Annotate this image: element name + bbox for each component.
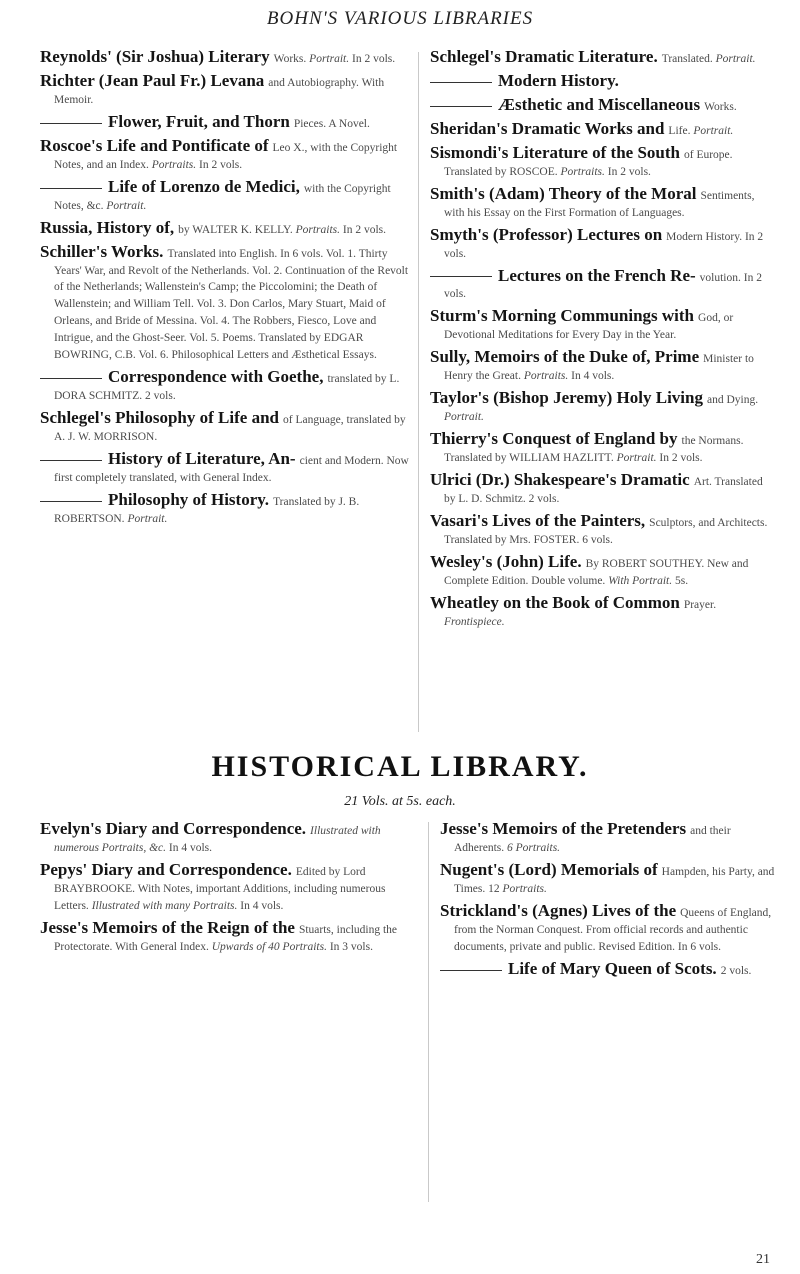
entry-description: God, or Devotional Meditations for Every Day in the Year. (444, 312, 734, 342)
column-divider (428, 822, 429, 1202)
column-divider (418, 52, 419, 732)
catalogue-entry (40, 409, 410, 445)
catalogue-entry (40, 368, 410, 404)
entry-description: translated by L. DORA SCHMITZ. 2 vols. (54, 373, 400, 403)
entry-description: and Autobiography. With Memoir. (54, 76, 385, 106)
catalogue-entry (430, 348, 775, 384)
entry-title: Strickland's (Agnes) Lives of the (440, 900, 677, 920)
entry-description: and their Adherents. 6 Portraits. (454, 825, 731, 854)
entry-description: Works. (704, 100, 737, 113)
ditto-dash (430, 276, 492, 277)
running-head: BOHN'S VARIOUS LIBRARIES (266, 8, 534, 29)
catalogue-entry (430, 185, 775, 221)
entry-title: Nugent's (Lord) Memorials of (440, 859, 658, 879)
section-title: HISTORICAL LIBRARY. (211, 750, 589, 783)
page-number: 21 (756, 1252, 770, 1267)
catalogue-entry (40, 219, 410, 238)
catalogue-entry (40, 861, 410, 914)
catalogue-entry (40, 820, 410, 856)
entry-description: Stuarts, including the Protectorate. With General Index. Upwards of 40 Portraits. In 3 vols. (54, 923, 398, 953)
entry-title: Schiller's Works. (40, 241, 164, 261)
catalogue-entry (40, 137, 410, 173)
entry-title: Evelyn's Diary and Correspondence. (40, 819, 307, 838)
catalogue-entry (430, 471, 775, 507)
catalogue-entry (40, 243, 410, 364)
entry-description: Minister to Henry the Great. Portraits. In 4 vols. (444, 353, 754, 383)
ditto-dash (40, 188, 102, 189)
catalogue-entry (430, 226, 775, 262)
entry-title: Taylor's (Bishop Jeremy) Holy Living (430, 388, 703, 408)
entry-title: Wesley's (John) Life. (430, 551, 582, 571)
entry-title: Life of Lorenzo de Medici, (108, 176, 300, 196)
catalogue-entry (430, 120, 775, 139)
catalogue-entry (430, 72, 775, 91)
entry-title: Smyth's (Professor) Lectures on (430, 224, 663, 244)
entry-description: Hampden, his Party, and Times. 12 Portraits. (454, 865, 775, 895)
entry-title: Schlegel's Dramatic Literature. (430, 47, 658, 66)
entry-title: Vasari's Lives of the Painters, (430, 510, 646, 530)
ditto-dash (40, 501, 102, 502)
entry-description: Modern History. In 2 vols. (444, 230, 764, 260)
entry-description: by WALTER K. KELLY. Portraits. In 2 vols. (178, 223, 387, 236)
entry-description: Translated by J. B. ROBERTSON. Portrait. (54, 495, 360, 525)
catalogue-entry (40, 113, 410, 132)
catalogue-entry (440, 820, 775, 856)
entry-description: volution. In 2 vols. (444, 271, 762, 301)
entry-title: Sismondi's Literature of the South (430, 142, 680, 162)
entry-title: Sturm's Morning Communings with (430, 306, 695, 326)
entry-title: Pepys' Diary and Correspondence. (40, 859, 292, 879)
catalogue-entry (40, 491, 410, 527)
entry-description: Translated into English. In 6 vols. Vol. 1. Thirty Years' War, and Revolt of the Netherlands. Vol. 2. Continuation of the Revolt of the Netherlands; Wallenstein's Camp; the Piccolomini; the Death of Wallenstein; and William Tell. Vol. 3. Don Carlos, Mary Stuart, Maid of Orleans, and Bride of Messina. Vol. 4. The Robbers, Fiesco, Love and Intrigue, and the Ghost-Seer. Vol. 5. Poems. Translated by EDGAR BOWRING, C.B. Vol. 6. Philosophical Letters and Æsthetical Essays. (54, 247, 409, 362)
catalogue-entry (430, 144, 775, 180)
entry-description: the Normans. Translated by WILLIAM HAZLITT. Portrait. In 2 vols. (444, 435, 744, 465)
entry-title: Smith's (Adam) Theory of the Moral (430, 183, 697, 203)
top-right-column (430, 48, 775, 635)
ditto-dash (40, 460, 102, 461)
entry-title: Wheatley on the Book of Common (430, 592, 680, 612)
catalogue-entry (430, 594, 775, 630)
entry-description: 2 vols. (720, 964, 752, 977)
entry-title: Sully, Memoirs of the Duke of, Prime (430, 347, 700, 367)
entry-description: Translated. Portrait. (661, 53, 756, 65)
catalogue-entry (40, 919, 410, 955)
catalogue-entry (440, 960, 775, 979)
catalogue-entry (40, 450, 410, 486)
entry-description: Life. Portrait. (668, 124, 734, 137)
entry-description: Sentiments, with his Essay on the First Formation of Languages. (444, 189, 755, 219)
catalogue-entry (430, 512, 775, 548)
bottom-left-column (40, 820, 410, 960)
entry-title: Flower, Fruit, and Thorn (108, 111, 290, 131)
entry-description: with the Copyright Notes, &c. Portrait. (54, 182, 391, 212)
entry-title: Sheridan's Dramatic Works and (430, 118, 665, 138)
entry-title: Life of Mary Queen of Scots. (508, 958, 717, 978)
entry-title: Schlegel's Philosophy of Life and (40, 408, 279, 428)
ditto-dash (430, 106, 492, 107)
entry-title: Correspondence with Goethe, (108, 367, 324, 387)
entry-description: of Europe. Translated by ROSCOE. Portraits. In 2 vols. (444, 148, 733, 178)
entry-description: Edited by Lord BRAYBROOKE. With Notes, important Additions, including numerous Letters. Illustrated with many Portraits. In 4 vols. (54, 865, 386, 912)
catalogue-entry (430, 430, 775, 466)
catalogue-entry (440, 861, 775, 897)
catalogue-entry (40, 48, 410, 67)
entry-title: Jesse's Memoirs of the Reign of the (40, 917, 295, 937)
catalogue-entry (430, 96, 775, 115)
entry-description: Illustrated with numerous Portraits, &c. In 4 vols. (54, 825, 381, 854)
ditto-dash (40, 378, 102, 379)
catalogue-entry (430, 307, 775, 343)
entry-title: Thierry's Conquest of England by (430, 429, 678, 449)
catalogue-entry (40, 72, 410, 108)
catalogue-entry (40, 178, 410, 214)
entry-description: cient and Modern. Now first completely translated, with General Index. (54, 455, 409, 485)
entry-description: Works. Portrait. In 2 vols. (273, 53, 396, 65)
entry-title: Russia, History of, (40, 217, 175, 237)
catalogue-entry (430, 553, 775, 589)
entry-title: Richter (Jean Paul Fr.) Levana (40, 70, 265, 90)
entry-description: Art. Translated by L. D. Schmitz. 2 vols. (444, 476, 763, 506)
entry-title: Philosophy of History. (108, 489, 270, 509)
entry-description: Queens of England, from the Norman Conquest. From official records and authentic documents, private and public. Revised Edition. In 6 vols. (454, 906, 772, 953)
entry-description: By ROBERT SOUTHEY. New and Complete Edition. Double volume. With Portrait. 5s. (444, 557, 749, 587)
entry-title: Modern History. (498, 70, 619, 90)
section-subtitle: 21 Vols. at 5s. each. (344, 794, 456, 809)
entry-description: of Language, translated by A. J. W. MORRISON. (54, 414, 406, 444)
bottom-right-column (440, 820, 775, 984)
entry-description: Leo X., with the Copyright Notes, and an Index. Portraits. In 2 vols. (54, 141, 398, 171)
catalogue-entry (440, 902, 775, 955)
catalogue-entry (430, 389, 775, 425)
catalogue-entry (430, 267, 775, 303)
catalogue-entry (430, 48, 775, 67)
entry-title: History of Literature, An- (108, 449, 296, 469)
ditto-dash (40, 123, 102, 124)
entry-description: and Dying. Portrait. (444, 394, 759, 424)
entry-title: Jesse's Memoirs of the Pretenders (440, 819, 687, 838)
entry-title: Ulrici (Dr.) Shakespeare's Dramatic (430, 470, 690, 490)
top-left-column (40, 48, 410, 532)
ditto-dash (440, 970, 502, 971)
ditto-dash (430, 82, 492, 83)
entry-description: Pieces. A Novel. (293, 117, 370, 130)
entry-title: Lectures on the French Re- (498, 265, 696, 285)
entry-description: Sculptors, and Architects. Translated by Mrs. FOSTER. 6 vols. (444, 516, 768, 546)
entry-title: Roscoe's Life and Pontificate of (40, 135, 269, 155)
entry-title: Æsthetic and Miscellaneous (498, 94, 701, 114)
entry-description: Prayer. Frontispiece. (444, 598, 717, 628)
entry-title: Reynolds' (Sir Joshua) Literary (40, 47, 270, 66)
